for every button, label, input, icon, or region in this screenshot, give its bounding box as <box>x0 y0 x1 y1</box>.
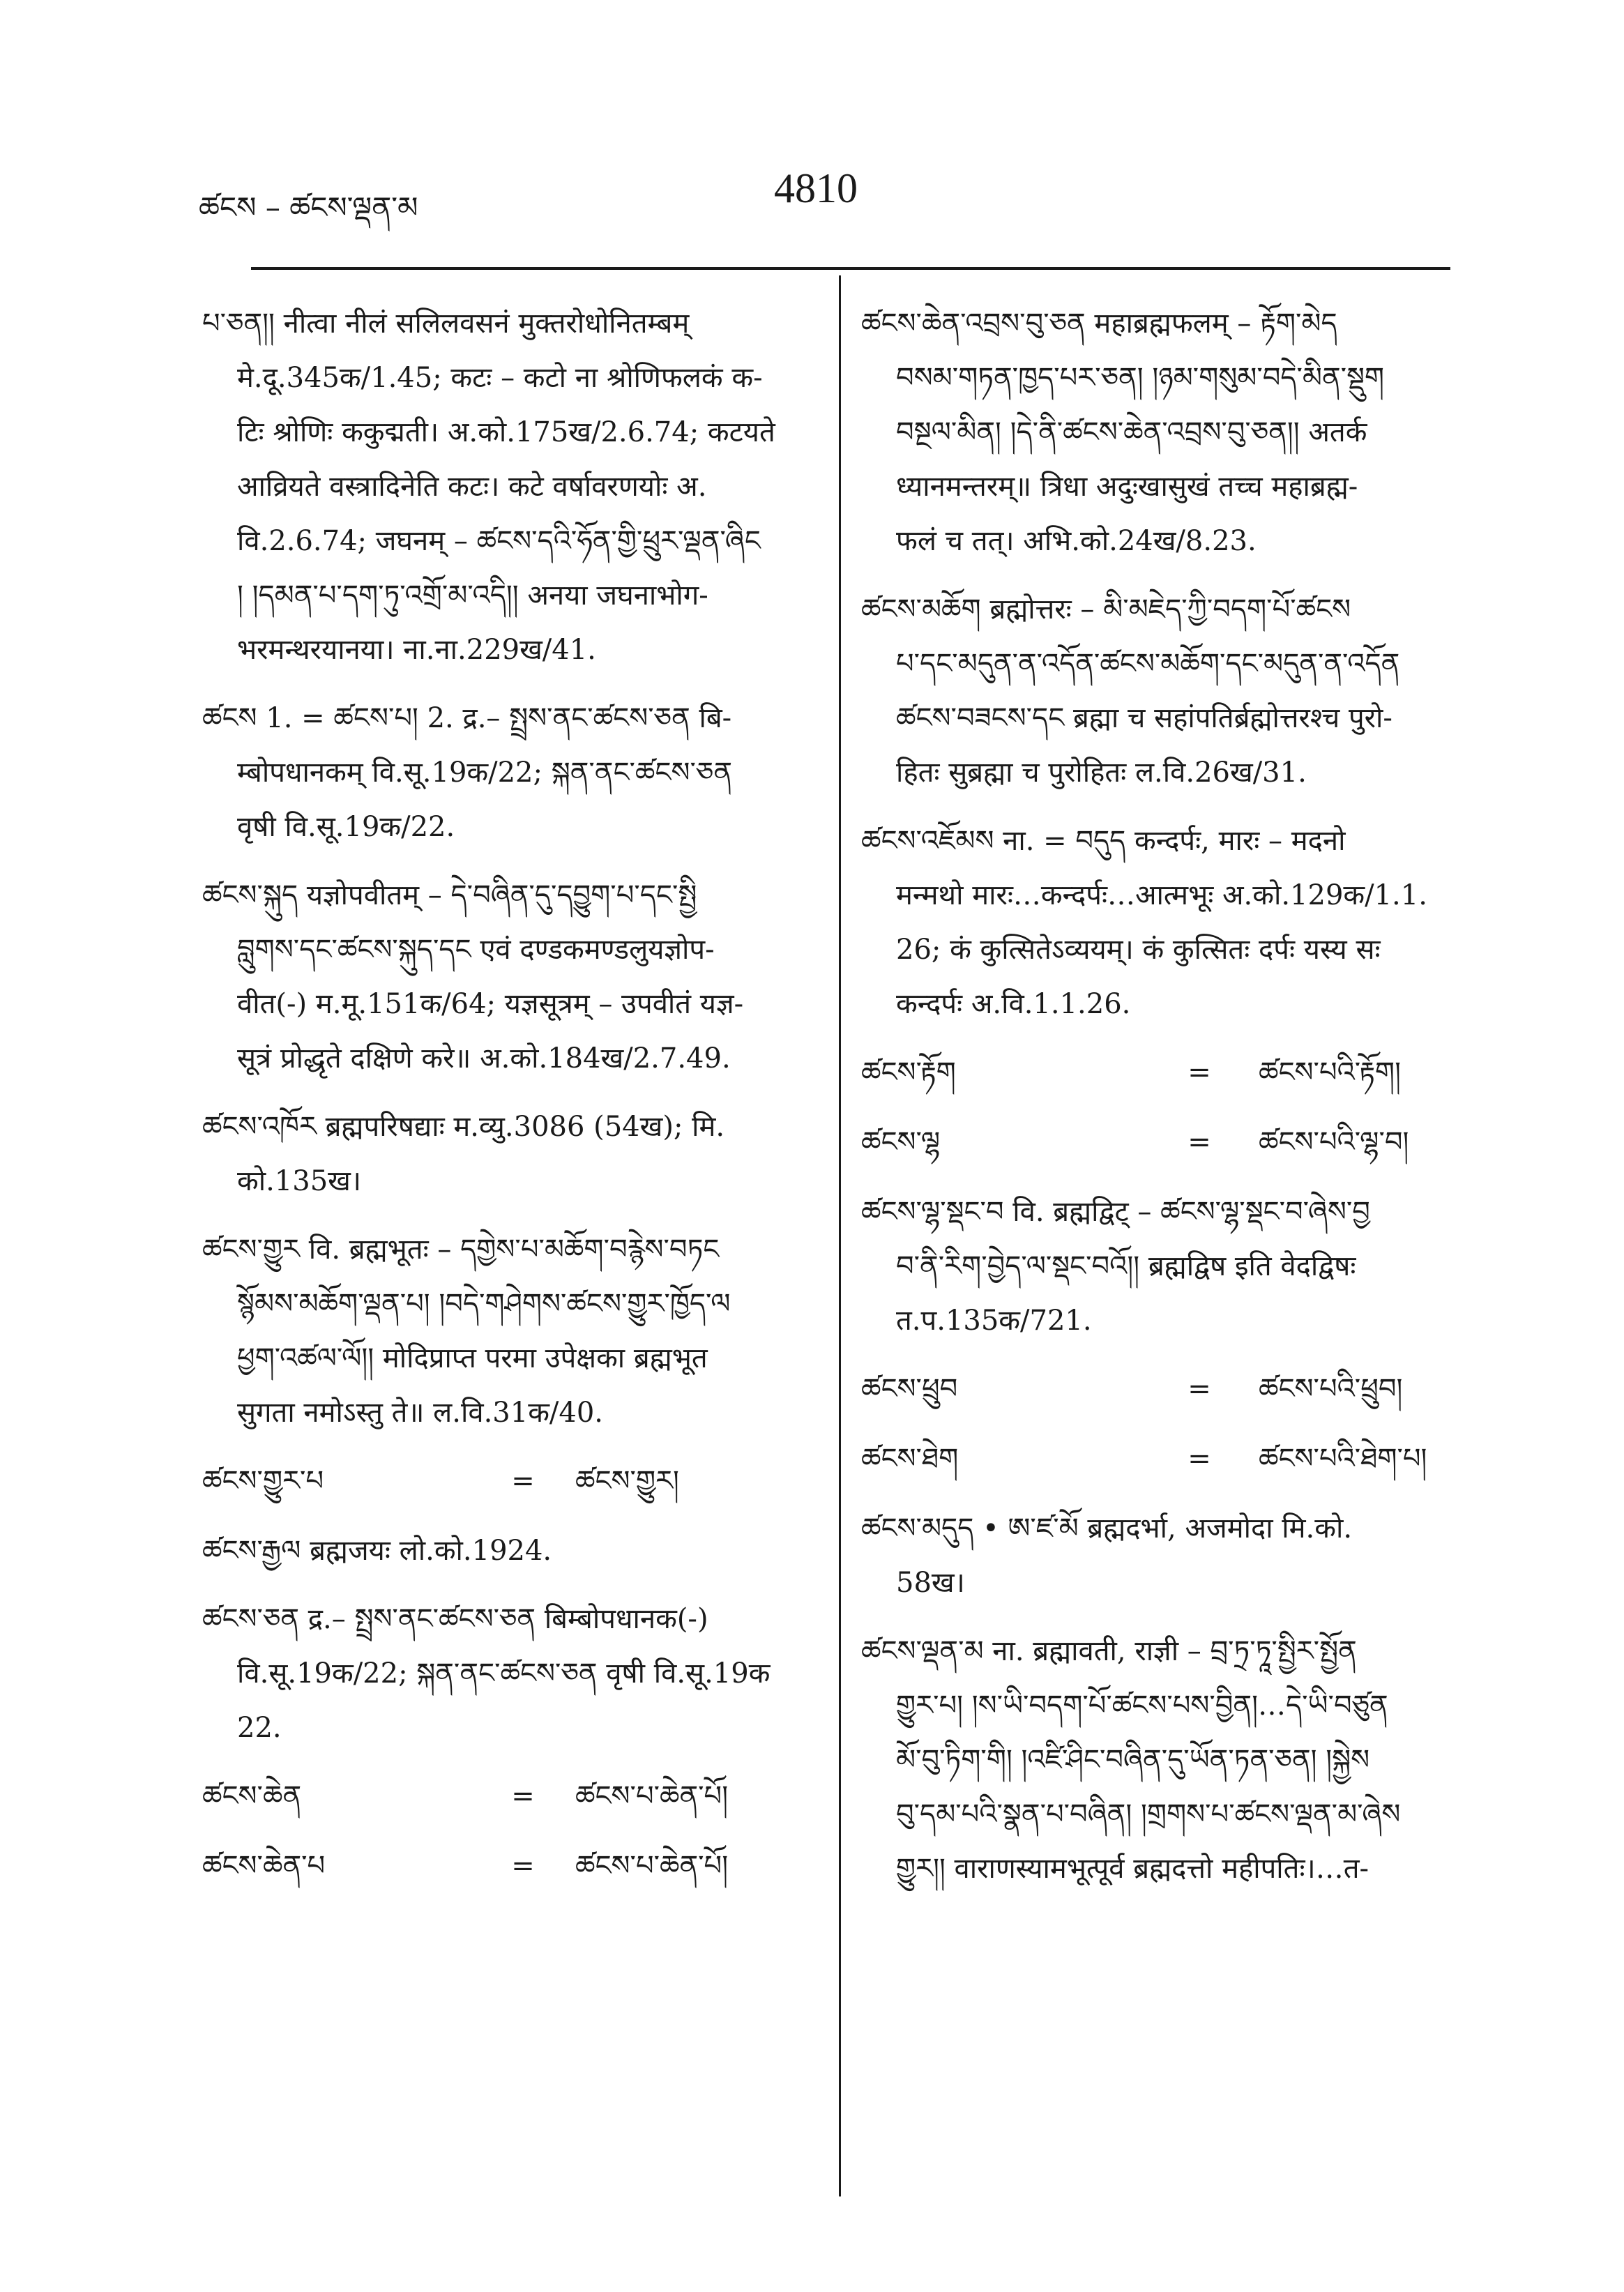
entry-first-line: ཚངས་སྐུད यज्ञोपवीतम् – དེ་བཞིན་དུ་དབྱུག་པ་དང་སྤྱི <box>202 879 697 911</box>
entry-line: གྱུར་པ། །ས་ཡི་བདག་པོ་ཚངས་པས་བྱིན།…དེ་ཡི་བཙུན <box>896 1690 1388 1722</box>
entry-line: 58ख। <box>896 1567 965 1599</box>
right-column <box>861 296 1468 1910</box>
entry-line: བསམ་གཏན་ཁྱད་པར་ཅན། །ཉམ་གསུམ་བདེ་མིན་སྡུག <box>896 362 1385 394</box>
left-column <box>202 296 816 1908</box>
dictionary-entry <box>202 1222 816 1440</box>
xref-headword: ཚངས་ཆེན <box>202 1780 302 1812</box>
entry-first-line: ཚངས་འཇོམས ना. = བདུད कन्दर्पः, मारः – मदनो <box>861 825 1346 857</box>
cross-reference-row <box>202 1454 816 1508</box>
entry-line: 26; कं कुत्सितेऽव्ययम्। कं कुत्सितः दर्पः यस्य सः <box>896 934 1381 966</box>
entry-first-line: ཚངས་རྒྱལ ब्रह्मजयः लो.को.1924. <box>202 1535 552 1567</box>
dictionary-entry <box>861 1185 1468 1348</box>
entry-line: མོ་བུ་ཏིག་གི། །འཛི་ཤིང་བཞིན་དུ་ཡོན་ཏན་ཅན། །སྐྱེས <box>896 1744 1370 1776</box>
xref-target: ཚངས་པའི་ཐེག་པ། <box>1259 1443 1427 1475</box>
right-xrefs-b <box>861 1362 1468 1486</box>
entry-line: གྱུར།། वाराणस्यामभूत्पूर्व ब्रह्मदत्तो महीपतिः।…त- <box>896 1853 1369 1885</box>
xref-headword: ཚངས་རྟོག <box>861 1056 956 1088</box>
entry-line: मे.दू.345क/1.45; कटः – कटो ना श्रोणिफलकं क- <box>237 362 763 394</box>
entry-line: वि.2.6.74; जघनम् – ཚངས་དའི་ཧོན་གྱི་ཕྲུར་ལྡན་ཞིང <box>237 525 761 557</box>
entry-line: ध्यानमन्तरम्॥ त्रिधा अदुःखासुखं तच्च महाब्रह्म- <box>896 471 1358 503</box>
dictionary-entry <box>861 296 1468 568</box>
xref-target: ཚངས་པའི་ཕྲུབ། <box>1259 1373 1403 1405</box>
left-entries-b <box>202 1524 816 1755</box>
entry-first-line: ཚངས་ལྡན་མ ना. ब्रह्मावती, राज्ञी – བྲ་ཏྲ་ཏཱ་སྤྱིར་སྤྱོན <box>861 1635 1357 1667</box>
dictionary-entry <box>861 582 1468 800</box>
equals-sign: = <box>511 1850 535 1882</box>
xref-target: ཚངས་པའི་ལྷ་བ། <box>1259 1126 1409 1158</box>
column-divider <box>839 275 841 2196</box>
cross-reference-row <box>861 1045 1468 1100</box>
left-xrefs-a <box>202 1454 816 1508</box>
entry-first-line: ཚངས་མཆོག ब्रह्मोत्तरः – མི་མཇེད་ཀྱི་བདག་པོ་ཚངས <box>861 593 1351 625</box>
entry-first-line: ཚངས་མདུད • ཨ་ཛ་མོ ब्रह्मदर्भा, अजमोदा मि.को. <box>861 1512 1353 1545</box>
xref-target: ཚངས་པའི་རྟོག། <box>1259 1056 1401 1088</box>
dictionary-entry <box>202 1100 816 1208</box>
entry-line: मन्मथो मारः…कन्दर्पः…आत्मभूः अ.को.129क/1.1. <box>896 879 1427 911</box>
xref-headword: ཚངས་ལྷ <box>861 1126 941 1158</box>
entry-first-line: ཚངས 1. = ཚངས་པ། 2. द्र.– སྤྲས་ནང་ཚངས་ཅན बि- <box>202 702 732 734</box>
xref-headword: ཚངས་ཆེན་པ <box>202 1850 326 1882</box>
cross-reference-row <box>861 1432 1468 1486</box>
entry-line: कन्दर्पः अ.वि.1.1.26. <box>896 988 1131 1020</box>
equals-sign: = <box>1187 1373 1211 1405</box>
right-xrefs-a <box>861 1045 1468 1169</box>
dictionary-entry <box>202 1592 816 1755</box>
xref-headword: ཚངས་གྱུར་པ <box>202 1465 324 1497</box>
entry-line: བ་ནི་རིག་བྱེད་ལ་སྡང་བའོ།། ब्रह्मद्विष इति वेदद्विषः <box>896 1250 1356 1282</box>
entry-first-line: ཚངས་འཁོར ब्रह्मपरिषद्याः म.व्यु.3086 (54ख); मि. <box>202 1111 725 1143</box>
entry-line: हितः सुब्रह्मा च पुरोहितः ल.वि.26ख/31. <box>896 757 1307 789</box>
entry-first-line: ཚངས་ལྷ་སྡང་བ वि. ब्रह्मद्विट् – ཚངས་ལྷ་སྡང་བ་ཞེས་བྱ <box>861 1196 1370 1228</box>
header-rule <box>251 267 1450 270</box>
entry-line: म्बोपधानकम् वि.सू.19क/22; སྐན་ནང་ཚངས་ཅན <box>237 757 733 789</box>
left-entries-a <box>202 296 816 1440</box>
entry-line: सुगता नमोऽस्तु ते॥ ल.वि.31क/40. <box>237 1397 604 1429</box>
xref-target: ཚངས་གྱུར། <box>575 1465 679 1497</box>
right-entries-b <box>861 1185 1468 1348</box>
entry-first-line: ཚངས་ཆེན་འབྲས་བུ་ཅན महाब्रह्मफलम् – རྟོག་མེད <box>861 308 1337 340</box>
xref-headword: ཚངས་ཕྲུབ <box>861 1373 958 1405</box>
entry-line: སྙོམས་མཆོག་ལྡན་པ། །བདེ་གཤེགས་ཚངས་གྱུར་ཁྱོད་ལ <box>237 1288 731 1320</box>
entry-line: वीत(-) म.मू.151क/64; यज्ञसूत्रम् – उपवीतं यज्ञ- <box>237 988 744 1020</box>
xref-target: ཚངས་པ་ཆེན་པོ། <box>575 1850 729 1882</box>
entry-line: फलं च तत्। अभि.को.24ख/8.23. <box>896 525 1257 557</box>
dictionary-entry <box>861 814 1468 1031</box>
dictionary-entry <box>202 296 816 677</box>
entry-line: त.प.135क/721. <box>896 1305 1092 1337</box>
equals-sign: = <box>1187 1443 1211 1475</box>
entry-first-line: ཚངས་ཅན द्र.– སྤྲས་ནང་ཚངས་ཅན बिम्बोपधानक(-) <box>202 1603 708 1635</box>
entry-line: ། །དམན་པ་དག་ཏུ་འགྲོ་མ་འདི།། अनया जघनाभोग- <box>237 579 708 612</box>
right-entries-a <box>861 296 1468 1031</box>
equals-sign: = <box>1187 1056 1211 1088</box>
entry-line: सूत्रं प्रोद्धृते दक्षिणे करे॥ अ.को.184ख/2.7.49. <box>237 1042 731 1075</box>
entry-line: वृषी वि.सू.19क/22. <box>237 811 455 843</box>
running-head: ཚངས – ཚངས་ལྡན་མ <box>199 190 418 225</box>
cross-reference-row <box>861 1115 1468 1169</box>
entry-line: टिः श्रोणिः ककुद्मती। अ.को.175ख/2.6.74; कटयते <box>237 416 775 448</box>
equals-sign: = <box>1187 1126 1211 1158</box>
entry-line: བསྔལ་མིན། །དེ་ནི་ཚངས་ཆེན་འབྲས་བུ་ཅན།། अतर्क <box>896 416 1367 448</box>
entry-first-line: ཚངས་གྱུར वि. ब्रह्मभूतः – དགྱེས་པ་མཆོག་བརྙེས་བཏང <box>202 1234 720 1266</box>
dictionary-entry <box>202 1524 816 1578</box>
equals-sign: = <box>511 1780 535 1812</box>
dictionary-entry <box>861 1624 1468 1896</box>
dictionary-entry <box>202 691 816 854</box>
entry-line: आव्रियते वस्त्रादिनेति कटः। कटे वर्षावरणयोः अ. <box>237 471 707 503</box>
entry-line: 22. <box>237 1712 282 1744</box>
right-entries-c <box>861 1501 1468 1896</box>
entry-line: को.135ख। <box>237 1165 362 1197</box>
xref-headword: ཚངས་ཐེག <box>861 1443 959 1475</box>
entry-line: ཕྱག་འཚལ་ལོ།། मोदिप्राप्त परमा उपेक्षका ब्रह्मभूत <box>237 1342 708 1374</box>
entry-line: वि.सू.19क/22; སྐན་ནང་ཚངས་ཅན वृषी वि.सू.19क <box>237 1657 771 1690</box>
cross-reference-row <box>861 1362 1468 1416</box>
entry-line: भरमन्थरयानया। ना.ना.229ख/41. <box>237 634 596 666</box>
dictionary-entry <box>861 1501 1468 1610</box>
left-xrefs-b <box>202 1769 816 1893</box>
cross-reference-row <box>202 1839 816 1893</box>
entry-first-line: པ་ཅན།། नीत्वा नीलं सलिलवसनं मुक्तरोधोनितम्बम् <box>202 308 690 340</box>
entry-line: པ་དང་མདུན་ན་འདོན་ཚངས་མཆོག་དང་མདུན་ན་འདོན <box>896 648 1400 680</box>
dictionary-entry <box>202 868 816 1086</box>
entry-line: བུ་དམ་པའི་སྣན་པ་བཞིན། །གྲགས་པ་ཚངས་ལྡན་མ་ཞེས <box>896 1798 1401 1830</box>
page-number: 4810 <box>774 165 858 211</box>
entry-line: ཚངས་བཟངས་དང ब्रह्मा च सहांपतिर्ब्रह्मोत्तरश्च पुरो- <box>896 702 1392 734</box>
cross-reference-row <box>202 1769 816 1823</box>
entry-line: བླུགས་དང་ཚངས་སྐུད་དང एवं दण्डकमण्डलुयज्ञोप- <box>237 934 715 966</box>
xref-target: ཚངས་པ་ཆེན་པོ། <box>575 1780 729 1812</box>
equals-sign: = <box>511 1465 535 1497</box>
